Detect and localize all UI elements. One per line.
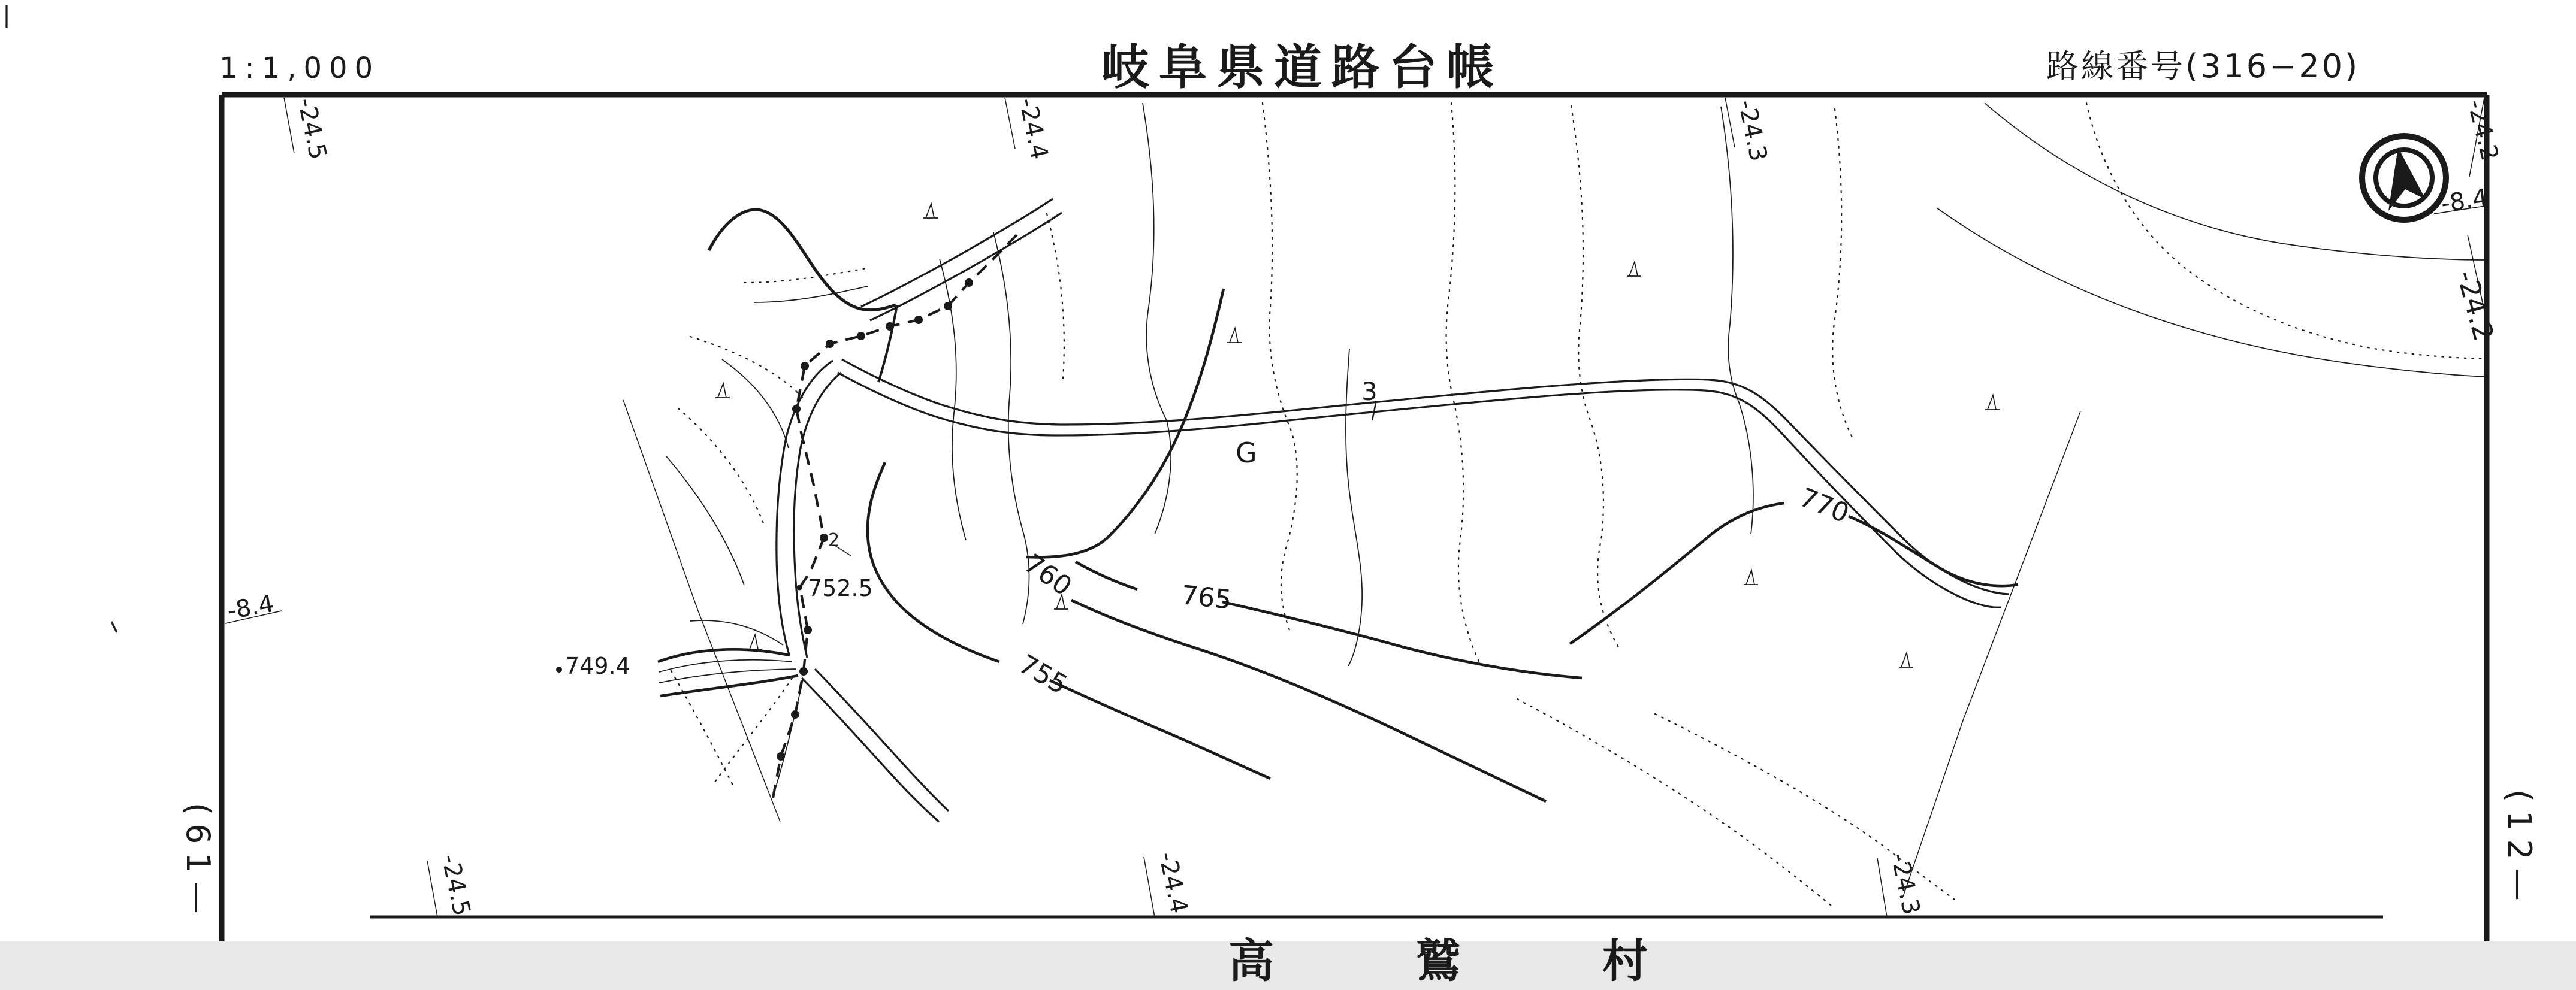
traverse-point xyxy=(886,322,894,331)
contour-line xyxy=(666,456,744,585)
station-number-label: 3 xyxy=(1361,377,1378,406)
survey-boundaries xyxy=(623,400,2080,897)
contour-line-dotted xyxy=(714,678,792,783)
traverse-point-label: 2 xyxy=(828,530,840,551)
traverse-point xyxy=(777,752,785,761)
contour-line-dotted xyxy=(1517,699,1835,909)
place-name: 高鷲村 xyxy=(1228,934,1789,988)
tree-icon xyxy=(747,635,762,649)
grid-label: -24.2 xyxy=(2462,96,2503,164)
grid-label: -24.4 xyxy=(1153,849,1193,916)
road-edge-line xyxy=(842,359,2009,594)
tree-icon xyxy=(923,204,938,218)
tree-icon xyxy=(715,383,730,398)
contour-line-dotted xyxy=(678,408,765,528)
spot-height-dot xyxy=(797,585,802,591)
traverse-point xyxy=(801,362,809,370)
survey-boundary-line xyxy=(1903,411,2080,897)
tree-icon xyxy=(1985,395,2000,410)
grid-label: -8.4 xyxy=(2439,184,2490,218)
contour-line-index xyxy=(1076,562,1137,589)
contour-label: 765 xyxy=(1179,580,1233,616)
contour-label: 755 xyxy=(1013,649,1073,701)
traverse-point xyxy=(792,405,801,413)
grid-tick xyxy=(1144,857,1155,917)
sheet-ref-right: (12— xyxy=(2500,789,2538,909)
route-number-label: 路線番号(316−20) xyxy=(2046,47,2360,85)
grid-label: -24.5 xyxy=(292,95,332,162)
road-edge-line xyxy=(878,305,897,382)
traverse-point xyxy=(944,302,952,310)
contour-line xyxy=(1721,107,1753,534)
road-edge-line xyxy=(870,213,1062,320)
map-frame xyxy=(222,95,2487,941)
grid-tick xyxy=(427,861,437,917)
traverse-point xyxy=(914,316,923,324)
contour-line-dotted xyxy=(1047,214,1064,379)
grid-labels xyxy=(225,96,2503,919)
dotted-contours xyxy=(671,103,2486,909)
tree-icon xyxy=(1899,653,1913,667)
road-letter-label: G xyxy=(1236,437,1257,469)
tree-icon xyxy=(1627,262,1641,276)
vegetation-symbols xyxy=(715,204,2000,667)
comma-mark xyxy=(111,622,117,632)
tree-icon xyxy=(1744,570,1758,585)
traverse-point xyxy=(826,340,834,348)
grid-label: -24.2 xyxy=(2450,267,2500,344)
contour-label: 760 xyxy=(1018,548,1077,603)
contour-line-dotted xyxy=(1832,109,1853,438)
traverse-point xyxy=(965,278,973,287)
contour-line-index xyxy=(868,462,999,662)
contour-line-dotted xyxy=(690,337,804,399)
grid-label: -24.4 xyxy=(1013,95,1053,162)
contour-line xyxy=(1937,208,2486,377)
grid-tick xyxy=(1877,858,1887,917)
grid-label: -24.3 xyxy=(1732,97,1772,164)
contour-line-index xyxy=(1849,516,2018,586)
contour-line xyxy=(722,359,789,448)
grid-ticks xyxy=(225,95,2485,917)
traverse-point xyxy=(804,626,812,634)
spot-height-label: 752.5 xyxy=(808,575,873,601)
grid-tick xyxy=(1005,98,1015,149)
survey-boundary-line xyxy=(623,400,780,822)
contour-line xyxy=(1143,103,1171,534)
page-title: 岐阜県道路台帳 xyxy=(1101,40,1504,95)
traverse-point xyxy=(791,710,799,719)
contour-line-index xyxy=(1071,600,1546,801)
traverse-point xyxy=(799,667,808,676)
road-edge-line xyxy=(802,678,939,822)
road-edge-line xyxy=(794,373,841,658)
road-inner-line xyxy=(773,680,803,797)
scale-label: 1:1,000 xyxy=(219,52,380,85)
contour-line-index xyxy=(1222,602,1582,678)
contour-line-index xyxy=(1050,680,1270,779)
road-edge-line xyxy=(777,361,833,655)
spot-height-dot xyxy=(556,667,562,673)
grid-label: -8.4 xyxy=(225,589,276,625)
contour-line xyxy=(690,620,783,645)
grid-label: -24.3 xyxy=(1885,850,1925,918)
contour-line-dotted xyxy=(1263,103,1297,630)
road-edge-line xyxy=(815,669,949,811)
contour-label: 770 xyxy=(1795,482,1853,529)
spot-height-label: 749.4 xyxy=(565,653,630,679)
contour-line-dotted xyxy=(744,268,870,283)
traverse-point xyxy=(820,534,828,542)
road-inner-line xyxy=(659,660,792,672)
north-arrow-icon xyxy=(2362,136,2446,220)
contour-line-dotted xyxy=(1446,103,1481,666)
contour-line xyxy=(754,286,868,302)
sheet-ref-left: (61— xyxy=(179,803,217,922)
contour-line-index xyxy=(709,210,896,310)
contour-line xyxy=(1346,349,1362,666)
road-edge-line xyxy=(861,199,1053,307)
grid-tick xyxy=(284,98,294,153)
contour-line-dotted xyxy=(1571,106,1619,648)
grid-label: -24.5 xyxy=(436,852,476,919)
tree-icon xyxy=(1227,328,1242,343)
traverse-point xyxy=(857,332,865,340)
